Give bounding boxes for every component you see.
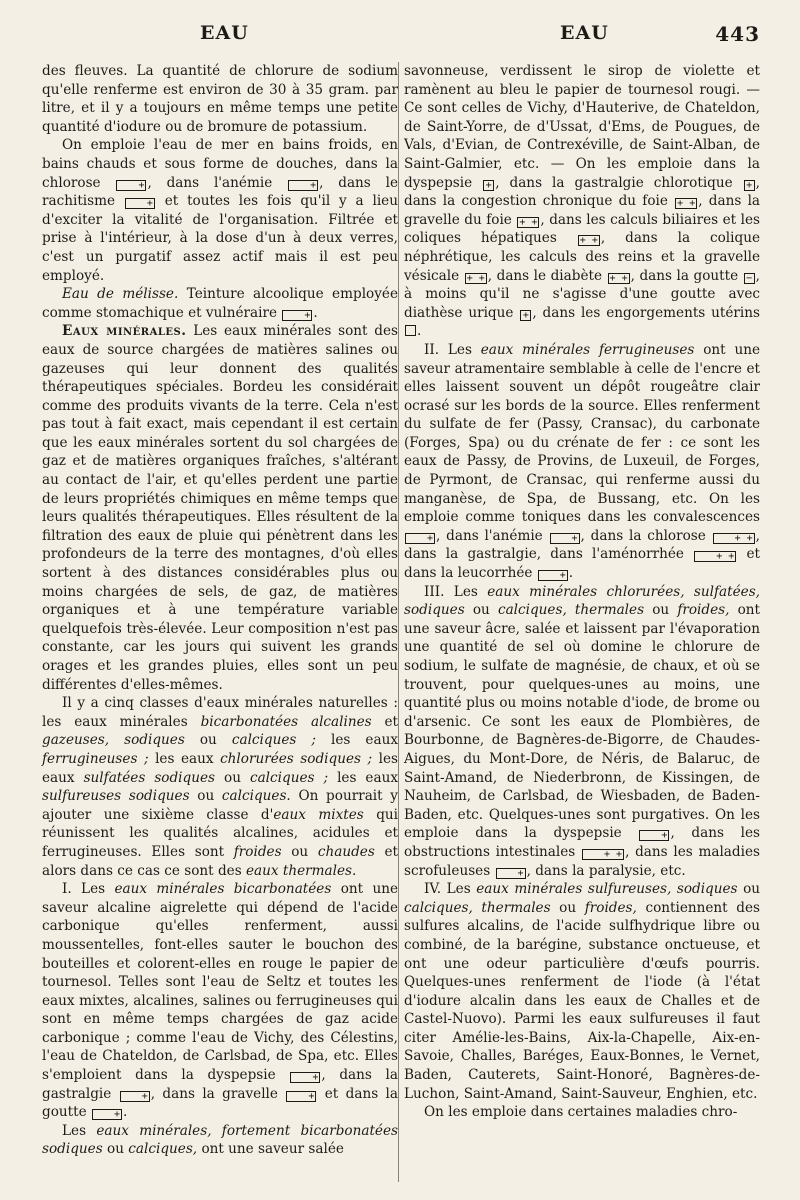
double-plus-box-icon: + + [466, 272, 485, 284]
paragraph: IV. Les eaux minérales sulfureuses, sodiques ou calciques, thermales ou froides, contiennent des sulfures alcalins, de l'acide sulfhydrique libre ou combiné, de la barégine, substance onctueuse, et ont une odeur particulière d'œufs pourris. Quelques-unes renferment de l'iode (à l'état d'iodure alcalin dans les eaux de Challes et de Castel-Nuovo). Parmi les eaux sulfureuses il faut citer Amélie-les-Bains, Aix-la-Chapelle, Aix-en-Savoie, Challes, Baréges, Eaux-Bonnes, le Vernet, Baden, Cauterets, Saint-Honoré, Bagnères-de-Luchon, Saint-Amand, Saint-Sauveur, Enghien, etc. [404, 881, 761, 1102]
double-plus-box-icon: + + [579, 235, 598, 247]
paragraph: I. Les eaux minérales bicarbonatées ont une saveur alcaline aigrelette qui dépend de l'acide carbonique qu'elles renferment, aussi moussentelles, font-elles sauter le bouchon des bouteilles et colorent-elles en rouge le papier de tournesol. Telles sont l'eau de Seltz et toutes les eaux mixtes, alcalines, salines ou ferrugineuses qui sont en même temps chargées de gaz acide carbonique ; comme l'eau de Vichy, des Célestins, l'eau de Chateldon, de Carlsbad, de Spa, etc. Elles s'emploient dans la dyspepsie + , dans la gastralgie + , dans la gravelle + et dans la goutte + . [42, 881, 399, 1121]
running-head-right: EAU [560, 22, 609, 44]
plus-box-icon: + [288, 180, 318, 191]
plus-box-icon: + [520, 310, 531, 321]
paragraph: II. Les eaux minérales ferrugineuses ont une saveur atramentaire semblable à celle de l'encre et elles laissent souvent un dépôt rougeâtre clair ocrasé sur les bords de la source. Elles renferment du sulfate de fer (Passy, Cransac), du carbonate (Forges, Spa) ou du crénate de fer : ce sont les eaux de Passy, de Provins, de Luxeuil, de Forges, de Pyrmont, de Cransac, qui renferme aussi du manganèse, de Spa, de Bussang, etc. On les emploie comme toniques dans les convalescences + , dans l'anémie + , dans la chlorose + + , dans la gastralgie, dans l'aménorrhée + + et dans la leucorrhée + . [404, 341, 761, 582]
paragraph: savonneuse, verdissent le sirop de violette et ramènent au bleu le papier de tournesol rougi. — Ce sont celles de Vichy, d'Hauterive, de Chateldon, de Saint-Yorre, de d'Ussat, d'Ems, de Pougues, de Vals, d'Evian, de Contrexéville, de Saint-Alban, de Saint-Galmier, etc. — On les emploie dans la dyspepsie + , dans la gastralgie chlorotique + , dans la congestion chronique du foie + + , dans la gravelle du foie + + , dans les calculs biliaires et les coliques hépatiques + + , dans la colique néphrétique, les calculs des reins et la gravelle vésicale + + , dans le diabète + + , dans la goutte − , à moins qu'il ne s'agisse d'une goutte avec diathèse urique + , dans les engorgements utérins . [404, 63, 761, 340]
page-number: 443 [715, 22, 760, 46]
double-plus-box-icon: + + [694, 551, 736, 562]
plus-box-icon: + [120, 1091, 150, 1102]
plus-box-icon: + [639, 830, 669, 841]
plus-box-icon: + [282, 310, 312, 321]
left-column [42, 62, 398, 1159]
right-column [404, 62, 760, 1122]
paragraph: Il y a cinq classes d'eaux minérales naturelles : les eaux minérales bicarbonatées alcalines et gazeuses, sodiques ou calciques ; les eaux ferrugineuses ; les eaux chlorurées sodiques ; les eaux sulfatées sodiques ou calciques ; les eaux sulfureuses sodiques ou calciques. On pourrait y ajouter une sixième classe d'eaux mixtes qui réunissent les qualités alcalines, acidules et ferrugineuses. Elles sont froides ou chaudes et alors dans ce cas ce sont des eaux thermales. [42, 695, 399, 879]
plus-box-icon: + [496, 868, 526, 879]
double-plus-box-icon: + + [677, 198, 696, 210]
double-plus-box-icon: + + [609, 272, 628, 284]
plus-box-icon: + [744, 180, 755, 191]
paragraph: On les emploie dans certaines maladies chro- [424, 1104, 738, 1121]
paragraph: des fleuves. La quantité de chlorure de sodium qu'elle renferme est environ de 30 à 35 gram. par litre, et il y a toujours en même temps une petite quantité d'iodure ou de bromure de potassium. [42, 63, 398, 135]
plus-box-icon: + [125, 198, 155, 209]
plus-box-icon: + [290, 1072, 320, 1083]
plus-box-icon: + [116, 180, 146, 191]
double-plus-box-icon: + + [582, 849, 624, 860]
minus-box-icon: − [744, 273, 755, 284]
plus-box-icon: + [538, 570, 568, 581]
plus-box-icon: + [550, 533, 580, 544]
paragraph: III. Les eaux minérales chlorurées, sulfatées, sodiques ou calciques, thermales ou froides, ont une saveur âcre, salée et laissent par l'évaporation une quantité de sel où domine le chlorure de sodium, le sulfate de magnésie, de chaux, et où se trouvent, pour quelques-unes au moins, une quantité plus ou moins notable d'iode, de brome ou d'arsenic. Ce sont les eaux de Plombières, de Bourbonne, de Bagnères-de-Bigorre, de Chaudes-Aigues, du Mont-Dore, de Néris, de Balaruc, de Saint-Amand, de Niederbronn, de Kissingen, de Nauheim, de Carlsbad, de Wiesbaden, de Baden-Baden, etc. Quelques-unes sont purgatives. On les emploie dans la dyspepsie + , dans les obstructions intestinales + + , dans les maladies scrofuleuses + , dans la paralysie, etc. [404, 583, 760, 879]
entry-heading: Eaux minérales. [62, 323, 187, 340]
plus-box-icon: + [286, 1091, 316, 1102]
paragraph: On emploie l'eau de mer en bains froids, en bains chauds et sous forme de douches, dans la chlorose + , dans l'anémie + , dans le rachitisme + et toutes les fois qu'il y a lieu d'exciter la vitalité de l'organisation. Filtrée et prise à l'intérieur, à la dose d'un à deux verres, c'est un purgatif assez actif mais il est peu employé. [42, 137, 398, 284]
double-plus-box-icon: + + [519, 216, 538, 228]
paragraph: Les eaux minérales, fortement bicarbonatées sodiques ou calciques, ont une saveur salée [42, 1122, 398, 1158]
running-head-left: EAU [200, 22, 249, 44]
paragraph: Eaux minérales. Les eaux minérales sont des eaux de source chargées de matières salines ou gazeuses qui leur donnent des qualités thérapeutiques spéciales. Bordeu les considérait comme des produits vivants de la terre. Cela n'est pas tout à fait exact, mais cependant il est certain que les eaux minérales sortent du sol chargées de gaz et de matières organiques fraîches, s'altérant au contact de l'air, et qu'elles perdent une partie de leurs propriétés chimiques en même temps que leurs qualités thérapeutiques. Elles résultent de la filtration des eaux de pluie qui pénètrent dans les profondeurs de la terre des montagnes, d'où elles sortent à des distances considérables plus ou moins chargées de sels, de gaz, de matières organiques et à une température variable quelquefois très-élevée. Leur composition n'est pas constante, car les jours qui suivent les grands orages et les grandes pluies, elles sont un peu différentes d'elles-mêmes. [42, 323, 398, 693]
plus-box-icon: + [405, 533, 435, 544]
paragraph: Eau de mélisse. Teinture alcoolique employée comme stomachique et vulnéraire + . [42, 286, 398, 321]
plus-box-icon: + [92, 1109, 122, 1120]
empty-box-icon [405, 325, 416, 336]
column-divider [398, 62, 399, 1182]
double-plus-box-icon: + + [713, 533, 755, 544]
plus-box-icon: + [483, 180, 494, 191]
